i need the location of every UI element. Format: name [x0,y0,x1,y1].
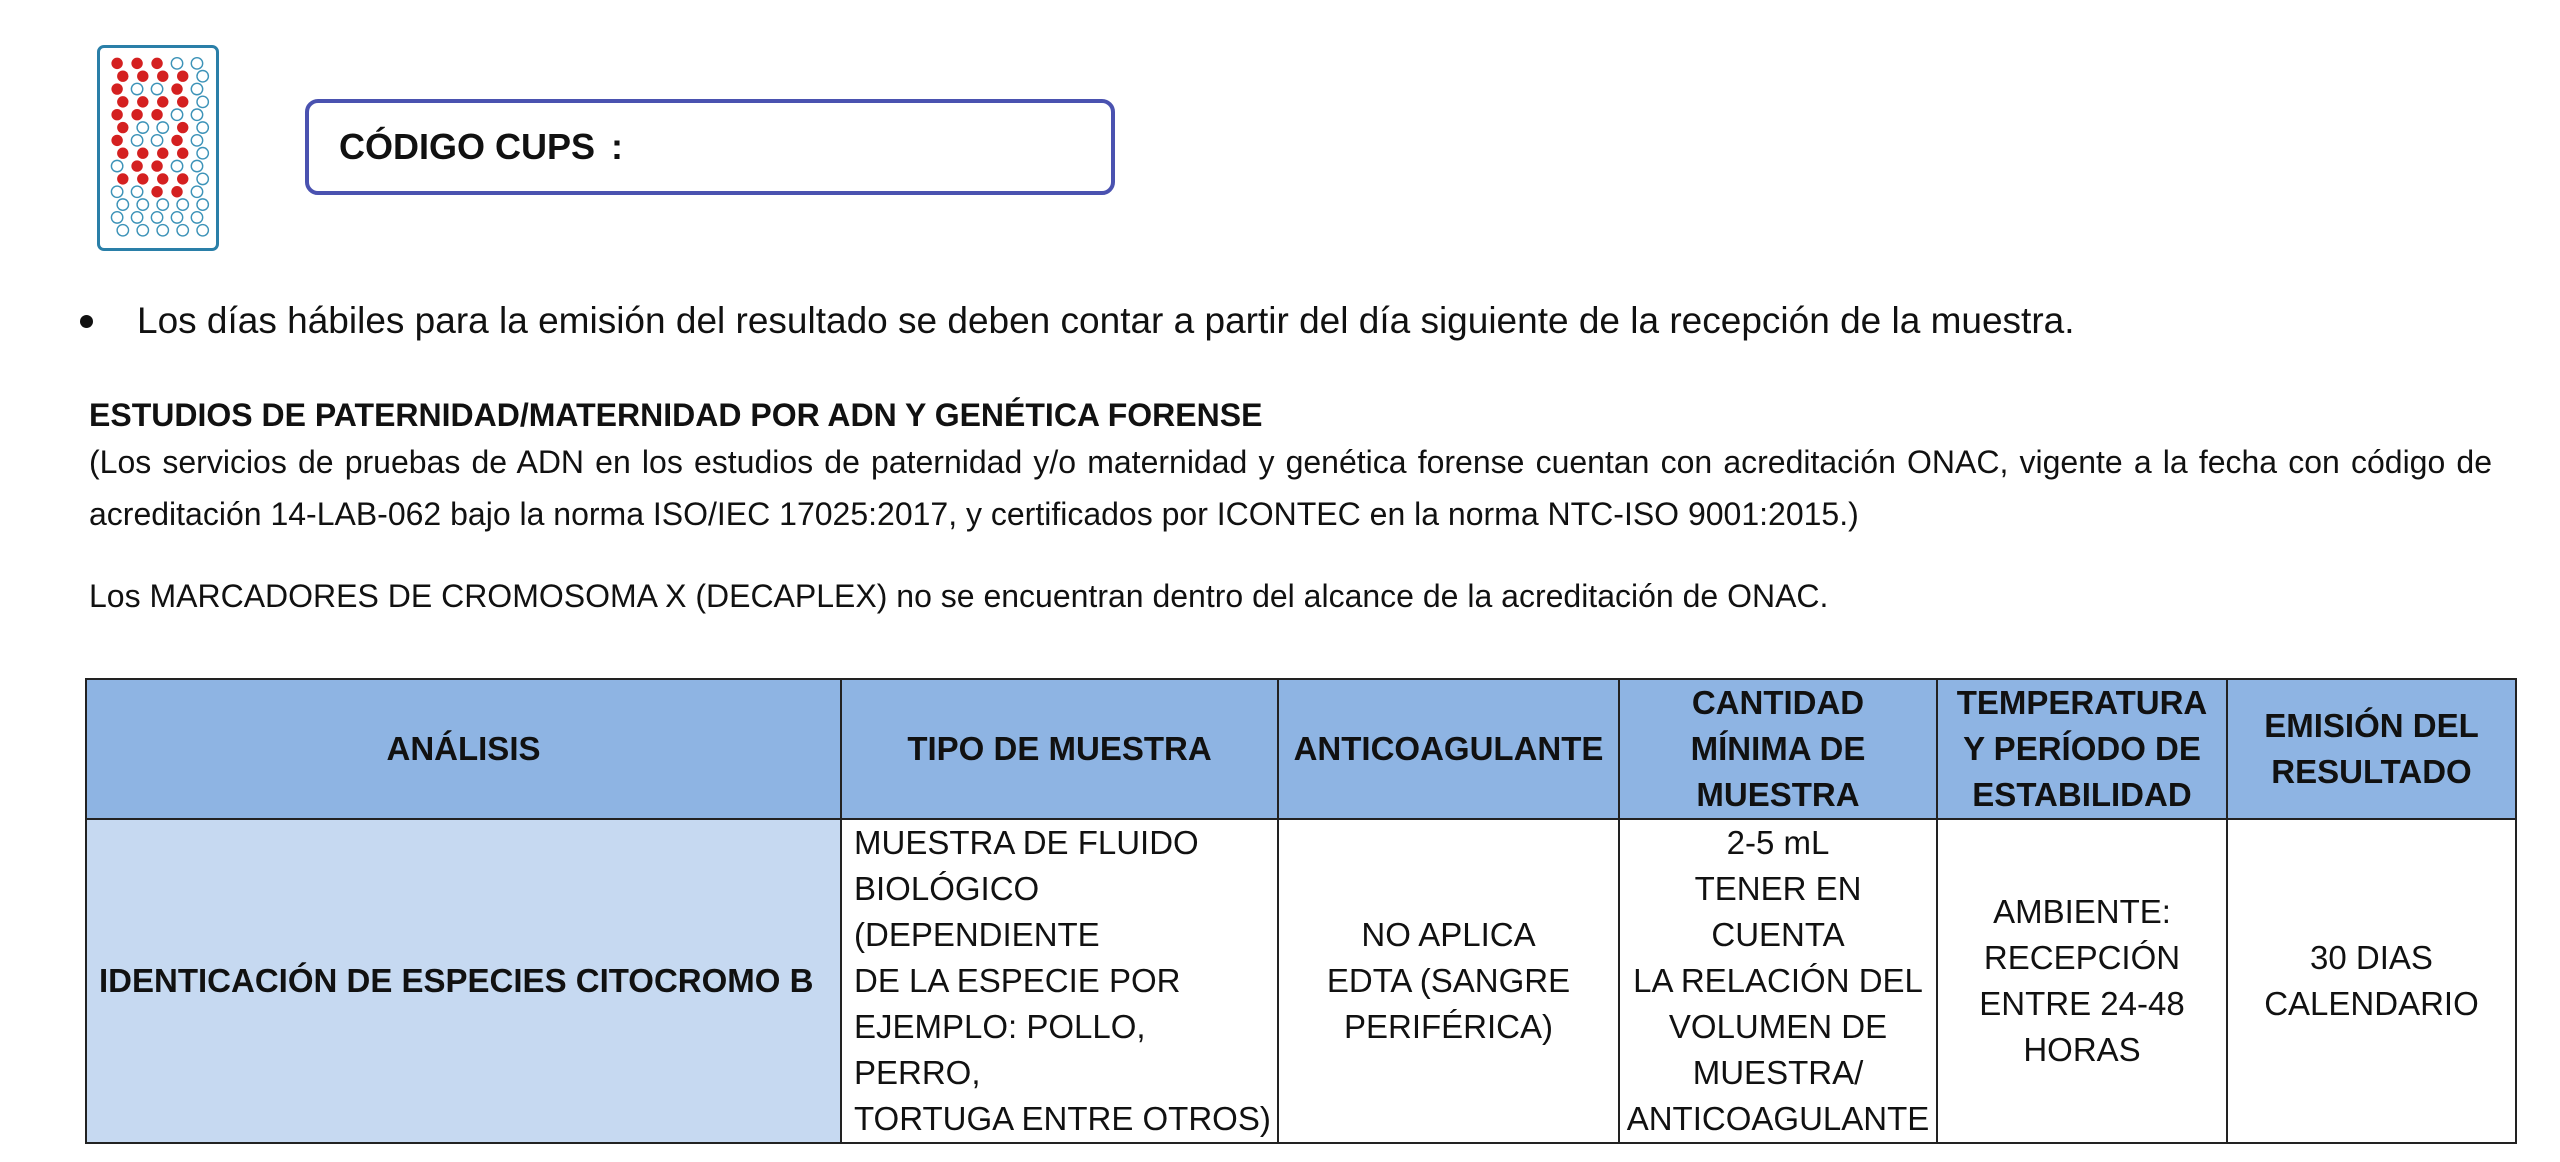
cups-code-colon: : [611,126,624,167]
logo-dot [117,225,128,236]
logo-dot [197,148,208,159]
cell-line: TEMPERATURA [1956,684,2208,721]
cell-line: ANTICOAGULANTE [1293,730,1604,767]
cell-line: MUESTRA DE FLUIDO [854,824,1199,861]
cell-analisis [86,819,841,1143]
cell-line: LA RELACIÓN DEL [1633,962,1923,999]
cups-code-label: CÓDIGO CUPS [339,126,596,167]
logo-dot [191,160,202,171]
logo-dot [131,212,142,223]
logo-dot [137,173,148,184]
decaplex-note: Los MARCADORES DE CROMOSOMA X (DECAPLEX) no se encuentran dentro del alcance de la acreditación de ONAC. [89,578,1829,614]
logo-dot [197,225,208,236]
logo-dot [131,109,142,120]
logo-dot [137,122,148,133]
cell-anticoagulante [1278,819,1619,1143]
cell-line: MUESTRA/ [1692,1054,1864,1091]
cell-line: ANTICOAGULANTE [1626,1100,1930,1137]
logo-dot [191,186,202,197]
logo-dot [131,160,142,171]
bullet-text: Los días hábiles para la emisión del resultado se deben contar a partir del día siguiente de la recepción de la muestra. [137,300,2075,341]
logo-dot [197,71,208,82]
logo-dot [191,58,202,69]
bullet-dot-icon [80,315,93,328]
logo-dot [197,122,208,133]
logo-dot [177,148,188,159]
logo-dot [151,186,162,197]
logo-dot [137,225,148,236]
header-cantidad [1619,679,1937,819]
cell-line: Y PERÍODO DE [1963,730,2201,767]
logo-dot [111,83,122,94]
lab-logo-icon [97,45,219,251]
logo-dot [111,212,122,223]
logo-dot [171,58,182,69]
cell-line: TIPO DE MUESTRA [907,730,1212,767]
table-header-row [86,679,2516,819]
logo-dot [137,71,148,82]
cell-line: RESULTADO [2271,753,2472,790]
cell-line: MÍNIMA DE [1690,730,1866,767]
cell-line: 30 DIAS [2310,939,2433,976]
bullet-item [80,300,2500,342]
cell-line: DE LA ESPECIE POR [854,962,1181,999]
logo-dot [117,71,128,82]
cell-line: NO APLICA [1361,916,1536,953]
logo-dot [157,199,168,210]
logo-dot [191,109,202,120]
logo-dot [157,96,168,107]
cell-line: EDTA (SANGRE [1326,962,1571,999]
logo-dot [177,225,188,236]
logo-dot [177,199,188,210]
logo-dot [177,173,188,184]
cell-line: ESTABILIDAD [1972,776,2192,813]
logo-dot [117,122,128,133]
cell-line: CANTIDAD [1691,684,1865,721]
cell-cantidad [1619,819,1937,1143]
logo-dot [117,199,128,210]
logo-dot [151,109,162,120]
cell-line: 2-5 mL [1726,824,1830,861]
logo-dot [151,135,162,146]
logo-dot [157,71,168,82]
header-anticoagulante [1278,679,1619,819]
logo-dot [131,83,142,94]
logo-dot [157,225,168,236]
logo-dot [151,58,162,69]
logo-dot [137,148,148,159]
logo-dot [177,71,188,82]
cell-line: TORTUGA ENTRE OTROS) [854,1100,1271,1137]
logo-dot [131,186,142,197]
logo-dot [137,199,148,210]
logo-dot [171,83,182,94]
logo-dot [117,148,128,159]
logo-dot [151,83,162,94]
cell-line: ENTRE 24-48 [1979,985,2185,1022]
cell-line: MUESTRA [1696,776,1860,813]
logo-dot [171,109,182,120]
table-row [86,819,2516,1143]
logo-dot [111,160,122,171]
logo-dot [137,96,148,107]
section-title: ESTUDIOS DE PATERNIDAD/MATERNIDAD POR ADN Y GENÉTICA FORENSE [89,397,1263,433]
header-tipo-muestra [841,679,1278,819]
logo-dot [177,122,188,133]
cell-line: CALENDARIO [2264,985,2479,1022]
logo-dot [191,135,202,146]
logo-dot [111,58,122,69]
header-emision [2227,679,2516,819]
cell-line: EMISIÓN DEL [2264,707,2479,744]
logo-dot [151,212,162,223]
logo-dot [171,160,182,171]
logo-dot [151,160,162,171]
cell-line: EJEMPLO: POLLO, PERRO, [854,1008,1146,1091]
cell-line: ANÁLISIS [386,730,541,767]
cell-line: TENER EN CUENTA [1694,870,1862,953]
cell-tipo-muestra [841,819,1278,1143]
logo-dot [177,96,188,107]
logo-dot [111,186,122,197]
cups-code-field [305,99,1115,195]
header-temperatura [1937,679,2227,819]
cell-line: VOLUMEN DE [1668,1008,1888,1045]
logo-dot [171,135,182,146]
logo-dot [157,122,168,133]
logo-dot [117,96,128,107]
logo-dot [131,58,142,69]
logo-dot [191,212,202,223]
logo-dot [157,148,168,159]
logo-dot [191,83,202,94]
analysis-table [85,678,2517,1144]
cell-line: AMBIENTE: [1993,893,2171,930]
logo-dot [171,186,182,197]
logo-dot [131,135,142,146]
cell-line: HORAS [2023,1031,2141,1068]
accreditation-paragraph: (Los servicios de pruebas de ADN en los estudios de paternidad y/o maternidad y genética forense cuentan con acreditación ONAC, vigente a la fecha con código de acreditación 14-LAB-062 bajo la norma ISO/IEC 17025:2017, y certificados por ICONTEC en la norma NTC-ISO 9001:2015.) [89,444,2492,532]
cell-line: PERIFÉRICA) [1343,1008,1554,1045]
logo-dot [197,199,208,210]
logo-dot [111,109,122,120]
logo-dot [157,173,168,184]
logo-dot [111,135,122,146]
cell-line: IDENTICACIÓN DE ESPECIES CITOCROMO B [99,962,814,999]
logo-dot [117,173,128,184]
logo-dot [197,96,208,107]
logo-dot [171,212,182,223]
header-analisis [86,679,841,819]
cell-line: RECEPCIÓN [1983,939,2181,976]
cell-line: BIOLÓGICO (DEPENDIENTE [854,870,1100,953]
cell-temperatura [1937,819,2227,1143]
logo-dot [197,173,208,184]
cell-emision [2227,819,2516,1143]
